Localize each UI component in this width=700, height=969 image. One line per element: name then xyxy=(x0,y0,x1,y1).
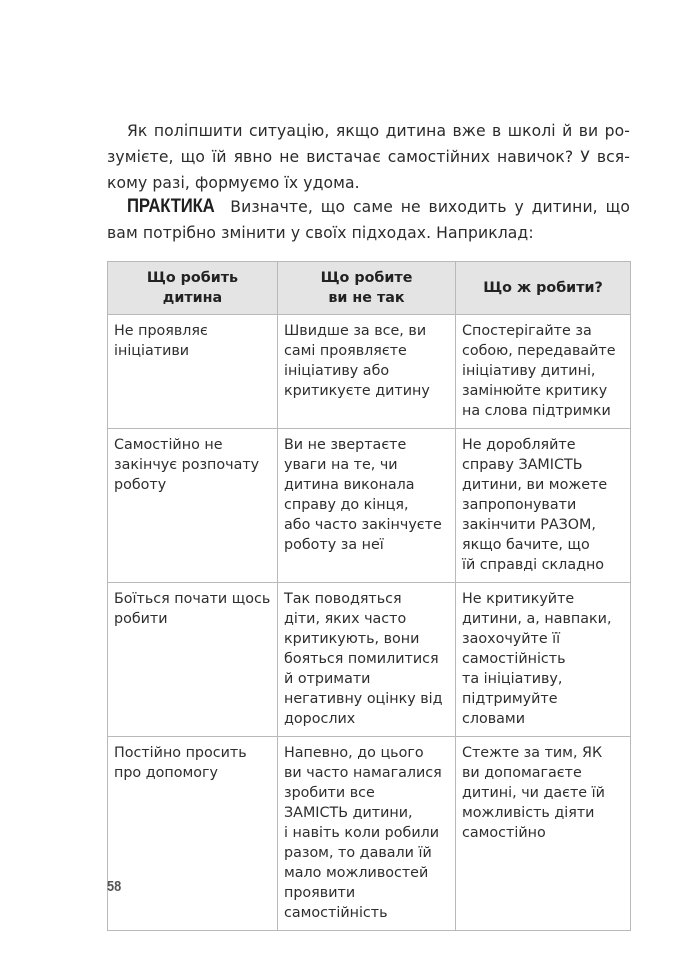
cell-line: справу ЗАМІСТЬ xyxy=(462,457,583,473)
cell-recommendation xyxy=(456,315,631,429)
cell-line: й отримати xyxy=(284,671,371,687)
cell-line: або часто закінчуєте xyxy=(284,517,442,533)
cell-line: запропонувати xyxy=(462,497,577,513)
cell-line: роботу за неї xyxy=(284,537,384,553)
cell-line: про допомогу xyxy=(114,765,218,781)
page-number: 58 xyxy=(107,878,122,895)
header-what-child-does xyxy=(108,262,278,315)
practice-text-2: вам потрібно змінити у своїх підходах. Наприклад: xyxy=(107,224,534,242)
header-line: Що ж робити? xyxy=(483,280,603,296)
cell-line: їй справді складно xyxy=(462,557,605,573)
cell-line: якщо бачите, що xyxy=(462,537,590,553)
cell-line: собою, передавайте xyxy=(462,343,616,359)
cell-line: дитина виконала xyxy=(284,477,415,493)
cell-line: самостійність xyxy=(284,905,388,921)
cell-line: самостійність xyxy=(462,651,566,667)
cell-line: дитини, а, навпаки, xyxy=(462,611,612,627)
table-row xyxy=(108,429,631,583)
cell-line: ініціативу дитині, xyxy=(462,363,596,379)
cell-line: критикуєте дитину xyxy=(284,383,430,399)
table-row xyxy=(108,737,631,931)
header-line: дитина xyxy=(162,290,223,306)
intro-line: зумієте, що їй явно не вистачає самостійних навичок? У вся- xyxy=(107,148,630,166)
cell-line: мало можливостей xyxy=(284,865,429,881)
cell-line: на слова підтримки xyxy=(462,403,611,419)
table-row xyxy=(108,583,631,737)
cell-line: Стежте за тим, ЯК xyxy=(462,745,603,761)
cell-line: дитині, чи даєте їй xyxy=(462,785,605,801)
practice-text-1: Визначте, що саме не виходить у дитини, що xyxy=(230,198,630,216)
header-line: Що робить xyxy=(146,270,239,286)
cell-line: разом, то давали їй xyxy=(284,845,432,861)
cell-line: Швидше за все, ви xyxy=(284,323,427,339)
cell-line: робити xyxy=(114,611,168,627)
cell-child-behavior xyxy=(108,583,278,737)
cell-line: зробити все xyxy=(284,785,375,801)
table-header-row xyxy=(108,262,631,315)
cell-line: ви часто намагалися xyxy=(284,765,442,781)
cell-line: проявити xyxy=(284,885,356,901)
cell-line: Не проявляє xyxy=(114,323,208,339)
intro-paragraph xyxy=(107,118,630,196)
header-line: ви не так xyxy=(328,290,405,306)
cell-line: уваги на те, чи xyxy=(284,457,398,473)
intro-line: Як поліпшити ситуацію, якщо дитина вже в школі й ви ро- xyxy=(127,122,630,140)
cell-parent-mistake xyxy=(278,737,456,931)
cell-line: Не доробляйте xyxy=(462,437,576,453)
cell-line: негативну оцінку від xyxy=(284,691,443,707)
cell-line: самостійно xyxy=(462,825,546,841)
cell-line: Не критикуйте xyxy=(462,591,575,607)
cell-line: критикують, вони xyxy=(284,631,420,647)
cell-line: Так поводяться xyxy=(284,591,402,607)
header-what-to-do xyxy=(456,262,631,315)
cell-line: Ви не звертаєте xyxy=(284,437,407,453)
cell-line: Боїться почати щось xyxy=(114,591,271,607)
cell-line: ЗАМІСТЬ дитини, xyxy=(284,805,413,821)
cell-child-behavior xyxy=(108,737,278,931)
cell-line: закінчити РАЗОМ, xyxy=(462,517,596,533)
cell-line: дитини, ви можете xyxy=(462,477,608,493)
header-what-you-do-wrong xyxy=(278,262,456,315)
cell-line: словами xyxy=(462,711,526,727)
cell-line: замінюйте критику xyxy=(462,383,608,399)
cell-line: ви допомагаєте xyxy=(462,765,582,781)
cell-line: дорослих xyxy=(284,711,356,727)
cell-line: справу до кінця, xyxy=(284,497,409,513)
cell-recommendation xyxy=(456,429,631,583)
cell-line: закінчує розпочату xyxy=(114,457,260,473)
cell-line: самі проявляєте xyxy=(284,343,407,359)
cell-parent-mistake xyxy=(278,583,456,737)
cell-child-behavior xyxy=(108,429,278,583)
cell-line: і навіть коли робили xyxy=(284,825,440,841)
table-row xyxy=(108,315,631,429)
cell-line: ініціативу або xyxy=(284,363,390,379)
cell-line: діти, яких часто xyxy=(284,611,407,627)
cell-line: Самостійно не xyxy=(114,437,223,453)
cell-line: підтримуйте xyxy=(462,691,558,707)
cell-parent-mistake xyxy=(278,315,456,429)
cell-line: бояться помилитися xyxy=(284,651,439,667)
header-line: Що робите xyxy=(320,270,413,286)
cell-line: заохочуйте її xyxy=(462,631,561,647)
cell-line: можливість діяти xyxy=(462,805,595,821)
cell-line: ініціативи xyxy=(114,343,190,359)
practice-line-1 xyxy=(107,194,630,220)
practice-paragraph xyxy=(107,194,630,246)
intro-line: кому разі, формуємо їх удома. xyxy=(107,174,360,192)
cell-line: Спостерігайте за xyxy=(462,323,592,339)
practice-label: ПРАКТИКА xyxy=(127,196,215,217)
cell-line: Постійно просить xyxy=(114,745,247,761)
cell-recommendation xyxy=(456,583,631,737)
practice-table xyxy=(107,261,631,931)
cell-child-behavior xyxy=(108,315,278,429)
cell-line: та ініціативу, xyxy=(462,671,563,687)
cell-recommendation xyxy=(456,737,631,931)
cell-parent-mistake xyxy=(278,429,456,583)
cell-line: Напевно, до цього xyxy=(284,745,424,761)
cell-line: роботу xyxy=(114,477,167,493)
